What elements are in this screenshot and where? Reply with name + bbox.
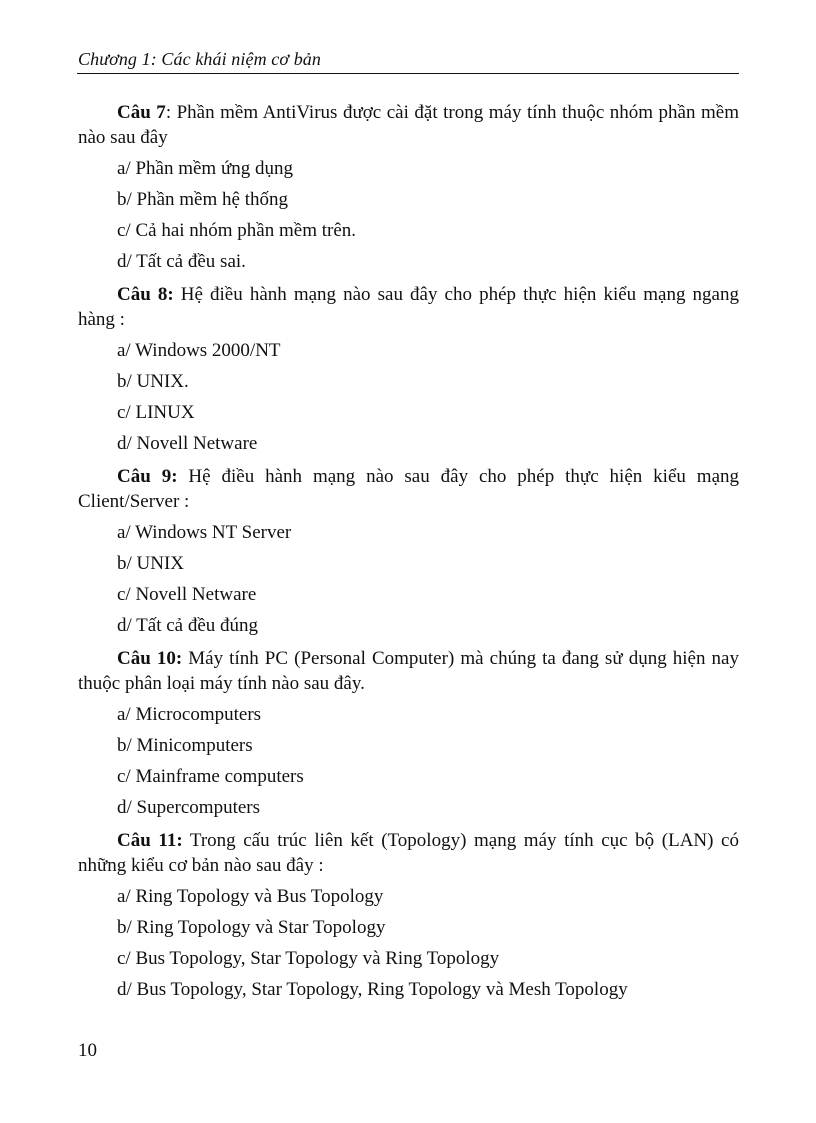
question-list — [78, 100, 739, 1010]
question-label-suffix: : — [175, 648, 183, 669]
answer-option-d: d/ Novell Netware — [117, 433, 258, 454]
question-label: Câu 8 — [117, 284, 168, 305]
question-label-suffix: : — [165, 102, 172, 123]
question-text — [78, 464, 739, 514]
answer-option-b: b/ Phần mềm hệ thống — [117, 189, 288, 210]
answer-option-d: d/ Tất cả đều sai. — [117, 251, 246, 272]
question-label: Câu 9 — [117, 466, 172, 487]
question-body: Phần mềm AntiVirus được cài đặt trong máy tính thuộc nhóm phần mềm nào sau đây — [78, 102, 739, 148]
question-body: Máy tính PC (Personal Computer) mà chúng ta đang sử dụng hiện nay thuộc phân loại máy tính nào sau đây. — [78, 648, 739, 694]
answer-option-d: d/ Tất cả đều đúng — [117, 615, 259, 636]
answer-option-a: a/ Ring Topology và Bus Topology — [117, 886, 384, 907]
answer-option-a: a/ Windows 2000/NT — [117, 340, 281, 361]
question-text — [78, 282, 739, 332]
question-label: Câu 11 — [117, 830, 177, 851]
answer-option-c: c/ LINUX — [117, 402, 195, 423]
question-11 — [78, 828, 739, 1002]
page-number: 10 — [78, 1040, 97, 1061]
question-body: Hệ điều hành mạng nào sau đây cho phép thực hiện kiểu mạng Client/Server : — [78, 466, 739, 512]
answer-option-a: a/ Windows NT Server — [117, 522, 292, 543]
answer-option-b: b/ Ring Topology và Star Topology — [117, 917, 386, 938]
answer-option-c: c/ Bus Topology, Star Topology và Ring Topology — [117, 948, 500, 969]
page-header — [77, 48, 739, 74]
question-label: Câu 10 — [117, 648, 176, 669]
answer-option-c: c/ Mainframe computers — [117, 766, 304, 787]
question-8 — [78, 282, 739, 456]
question-label-suffix: : — [176, 830, 183, 851]
question-text — [78, 646, 739, 696]
answer-option-d: d/ Bus Topology, Star Topology, Ring Topology và Mesh Topology — [117, 979, 628, 1000]
question-label-suffix: : — [171, 466, 178, 487]
answer-option-c: c/ Cả hai nhóm phần mềm trên. — [117, 220, 357, 241]
question-body: Trong cấu trúc liên kết (Topology) mạng máy tính cục bộ (LAN) có những kiểu cơ bản nào sau đây : — [78, 830, 739, 876]
question-text — [78, 100, 739, 150]
answer-option-c: c/ Novell Netware — [117, 584, 257, 605]
question-10 — [78, 646, 739, 820]
question-7 — [78, 100, 739, 274]
question-text — [78, 828, 739, 878]
chapter-title: Chương 1: Các khái niệm cơ bản — [78, 49, 321, 69]
answer-option-b: b/ UNIX. — [117, 371, 189, 392]
question-label: Câu 7 — [117, 102, 166, 123]
answer-option-a: a/ Microcomputers — [117, 704, 262, 725]
answer-option-b: b/ Minicomputers — [117, 735, 253, 756]
question-label-suffix: : — [167, 284, 174, 305]
answer-option-a: a/ Phần mềm ứng dụng — [117, 158, 294, 179]
question-body: Hệ điều hành mạng nào sau đây cho phép thực hiện kiểu mạng ngang hàng : — [78, 284, 739, 330]
question-9 — [78, 464, 739, 638]
answer-option-b: b/ UNIX — [117, 553, 185, 574]
answer-option-d: d/ Supercomputers — [117, 797, 261, 818]
